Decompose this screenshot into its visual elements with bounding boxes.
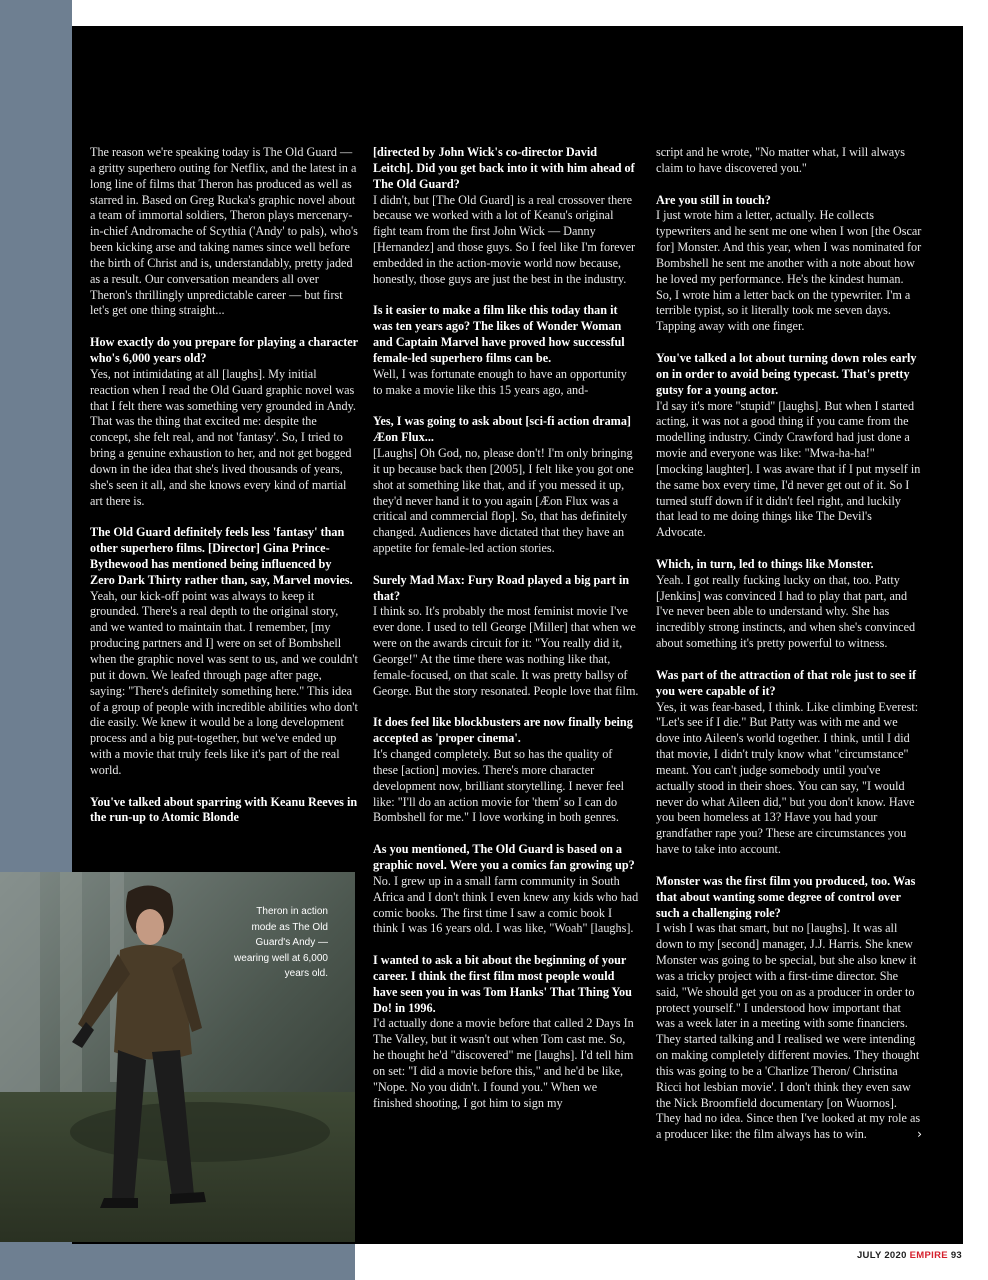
page-number: 93 bbox=[950, 1250, 962, 1261]
question: Which, in turn, led to things like Monster. bbox=[656, 556, 874, 571]
answer: No. I grew up in a small farm community in South Africa and I don't think I even knew any kids who had comic books. The first time I saw a comic book I think I was 16 years old. I was like, "Woah" [laughs]. bbox=[373, 873, 639, 936]
intro-paragraph: The reason we're speaking today is The Old Guard — a gritty superhero outing for Netflix, and the latest in a long line of films that Theron has produced as well as starred in. Based on Greg Rucka's graphic novel about a team of immortal soldiers, Theron plays mercenary-in-chief Andromache of Scythia ('Andy' to pals), who's been kicking arse and taking names since well before the birth of Christ and is, understandably, pretty jaded as a result. Our conversation meanders all over Theron's thrillingly unpredictable career — but first let's get one thing straight... bbox=[90, 145, 358, 318]
question: It does feel like blockbusters are now finally being accepted as 'proper cinema'. bbox=[373, 715, 633, 746]
answer: script and he wrote, "No matter what, I will always claim to have discovered you." bbox=[656, 145, 905, 175]
answer: Yes, it was fear-based, I think. Like climbing Everest: "Let's see if I die." But Patty was with me and we dove into Aileen's world together. I think, until I did that movie, I didn't truly know what "circumstance" meant. You can't judge somebody until you've actually stood in their shoes. You can say, "I would never do what Aileen did," but you don't know. Have you been homeless at 13? Have you had your grandfather rape you? These are circumstances you have to take into account. bbox=[656, 699, 919, 857]
answer: I didn't, but [The Old Guard] is a real crossover there because we worked with a lot of Keanu's original fight team from the first John Wick — Danny [Hernandez] and those guys. So I feel like I'm forever embedded in the action-movie world now because, honestly, those guys are just the best in the industry. bbox=[373, 192, 636, 286]
answer: Yeah. I got really fucking lucky on that, too. Patty [Jenkins] was convinced I had to play that part, and I've never been able to understand why. She has incredibly strong instincts, and when she's convinced about something it's pretty powerful to witness. bbox=[656, 572, 916, 651]
answer: Yeah, our kick-off point was always to keep it grounded. There's a real depth to the original story, and we wanted to maintain that. I remember, [my producing partners and I] were on set of Bombshell when the graphic novel was sent to us, and we couldn't put it down. We leafed through page after page, saying: "There's definitely something here." This idea of a group of people with incredible abilities who don't die easily. We knew it would be a long development process and a big put-together, but we've ended up with a movie that truly feels like it's part of the real world. bbox=[90, 588, 358, 777]
article-column-3 bbox=[656, 145, 922, 1159]
question: Monster was the first film you produced, too. Was that about wanting some degree of control over such a challenging role? bbox=[656, 873, 916, 920]
question: You've talked about sparring with Keanu Reeves in the run-up to Atomic Blonde bbox=[90, 794, 358, 825]
answer: I wish I was that smart, but no [laughs]. It was all down to my [second] manager, J.J. Harris. She knew Monster was going to be special, but she also knew it was a tricky project with a first-time director. She said, "We should get you on as a producer in order to protect yourself." I understood how important that was a week later in a meeting with some financiers. They started talking and I realised we were intending on making completely different movies. They thought this was going to be a 'Charlize Theron/ Christina Ricci hot lesbian movie'. I don't think they even saw the Nick Broomfield documentary [on Wuornos]. They had no idea. Since then I've looked at my role as a producer like: the film always has to win. bbox=[656, 921, 921, 1142]
article-column-2 bbox=[373, 145, 639, 1127]
question: [directed by John Wick's co-director David Leitch]. Did you get back into it with him ahead of The Old Guard? bbox=[373, 145, 635, 191]
question: The Old Guard definitely feels less 'fantasy' than other superhero films. [Director] Gina Prince-Bythewood has mentioned being influenced by Zero Dark Thirty rather than, say, Marvel movies. bbox=[90, 525, 353, 587]
page-footer bbox=[857, 1250, 962, 1261]
magazine-logo: EMPIRE bbox=[909, 1250, 948, 1261]
answer: I think so. It's probably the most feminist movie I've ever done. I used to tell George [Miller] that when we were on the awards circuit for it: "You really did it, George!" At the time there was nothing like that, female-focused, on that scale. It was pretty ballsy of George. But the story resonated. People love that film. bbox=[373, 604, 639, 698]
article-column-1 bbox=[90, 145, 358, 842]
issue-date: JULY 2020 bbox=[856, 1250, 907, 1261]
left-border-strip bbox=[0, 0, 72, 872]
question: Yes, I was going to ask about [sci-fi action drama] Æon Flux... bbox=[373, 414, 631, 445]
answer: It's changed completely. But so has the quality of these [action] movies. There's more character development now, brilliant storytelling. I never feel like: "I'll do an action movie for 'them' so I can do Bombshell for me." I love working in both genres. bbox=[373, 747, 625, 825]
question: How exactly do you prepare for playing a character who's 6,000 years old? bbox=[90, 335, 358, 365]
answer: I'd actually done a movie before that called 2 Days In The Valley, but it wasn't out when Tom cast me. So, he thought he'd "discovered" me [laughs]. I'd tell him on set: "I did a movie before this," and he'd be like, "Nope. No you didn't. I found you." When we finished shooting, I got him to sign my bbox=[373, 1016, 634, 1110]
question: As you mentioned, The Old Guard is based on a graphic novel. Were you a comics fan growing up? bbox=[373, 842, 635, 872]
answer: Well, I was fortunate enough to have an opportunity to make a movie like this 15 years ago, and- bbox=[373, 366, 627, 397]
question: You've talked a lot about turning down roles early on in order to avoid being typecast. That's pretty gutsy for a young actor. bbox=[656, 350, 917, 397]
question: I wanted to ask a bit about the beginning of your career. I think the first film most people would have seen you in was Tom Hanks' That Thing You Do! in 1996. bbox=[373, 953, 632, 1015]
continue-arrow-icon: › bbox=[917, 1127, 922, 1142]
answer: I just wrote him a letter, actually. He collects typewriters and he sent me one when I won [the Oscar for] Monster. And this year, when I was nominated for Bombshell he sent me another with a note about how he loved my performance. He's the kindest human. So, I wrote him a letter back on the typewriter. I'm a terrible typist, so it literally took me seven days. Tapping away with one finger. bbox=[656, 208, 922, 334]
question: Is it easier to make a film like this today than it was ten years ago? The likes of Wonder Woman and Captain Marvel have proved how successful female-led superhero films can be. bbox=[373, 303, 625, 365]
answer: I'd say it's more "stupid" [laughs]. But when I started acting, it was not a good thing if you came from the modelling industry. Cindy Crawford had just done a movie and everyone was like: "Mwa-ha-ha!" [mocking laughter]. I was aware that if I put myself in the same box every time, I'd never get out of it. So I turned stuff down if it didn't feel right, and luckily that lead to me doing things like The Devil's Advocate. bbox=[656, 398, 921, 540]
question: Are you still in touch? bbox=[656, 192, 771, 207]
answer: [Laughs] Oh God, no, please don't! I'm only bringing it up because back then [2005], I felt like you got one shot at something like that, and if you messed it up, they'd never hand it to you again [Æon Flux was a critical and commercial flop]. So, that has definitely changed. Audiences have dictated that they have an appetite for female-led action stories. bbox=[373, 446, 634, 556]
answer: Yes, not intimidating at all [laughs]. My initial reaction when I read the Old Guard graphic novel was that I felt there was something very grounded in Andy. That was the thing that excited me: despite the concept, she felt real, and not 'fantasy'. So, I tried to bring a genuine exhaustion to her, and not get bogged down in the idea that she's lived thousands of years, she's seen it all, and she knows every kind of martial art there is. bbox=[90, 366, 356, 508]
question: Surely Mad Max: Fury Road played a big part in that? bbox=[373, 572, 630, 603]
question: Was part of the attraction of that role just to see if you were capable of it? bbox=[656, 667, 917, 698]
photo-caption: Theron in action mode as The Old Guard's Andy — wearing well at 6,000 years old. bbox=[234, 906, 328, 979]
